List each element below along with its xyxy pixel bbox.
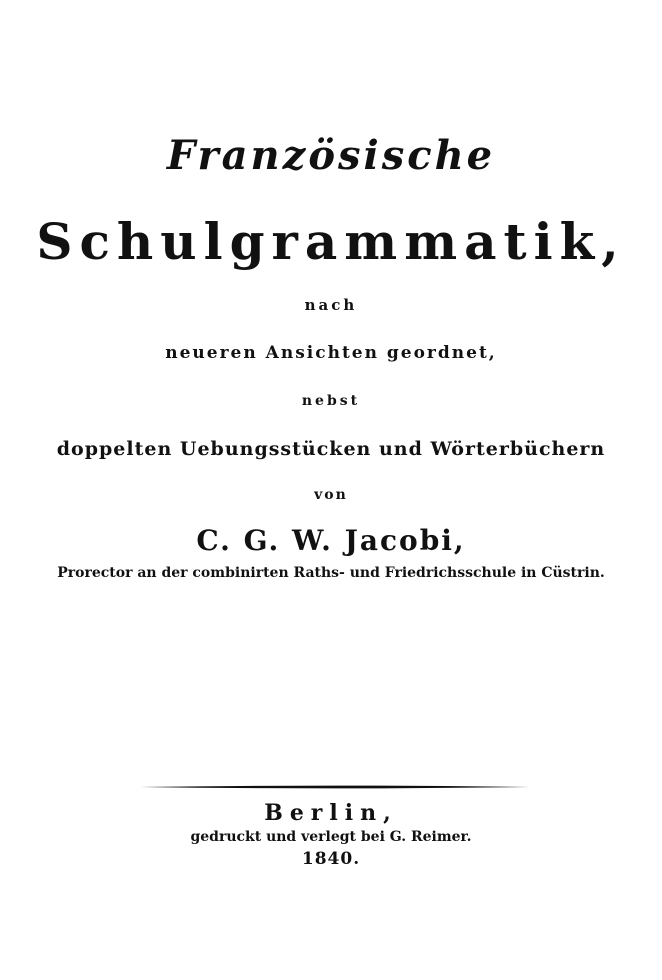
imprint-year: 1840. bbox=[301, 849, 361, 869]
subtitle-2: doppelten Uebungsstücken und Wörterbüchern bbox=[56, 438, 606, 460]
subtitle: neueren Ansichten geordnet, bbox=[165, 343, 497, 363]
imprint-printer: gedruckt und verlegt bei G. Reimer. bbox=[190, 829, 472, 845]
title-line-2: Schulgrammatik, bbox=[36, 212, 626, 271]
author-role: Prorector an der combinirten Raths- und Friedrichsschule in Cüstrin. bbox=[57, 565, 605, 581]
decorative-rule bbox=[140, 784, 530, 790]
connector-nach: nach bbox=[304, 296, 358, 314]
connector-von: von bbox=[314, 487, 348, 503]
author-name: C. G. W. Jacobi, bbox=[196, 524, 466, 557]
connector-nebst: nebst bbox=[301, 393, 361, 409]
title-line-1: Französische bbox=[166, 132, 496, 179]
imprint-city: Berlin, bbox=[264, 800, 398, 826]
